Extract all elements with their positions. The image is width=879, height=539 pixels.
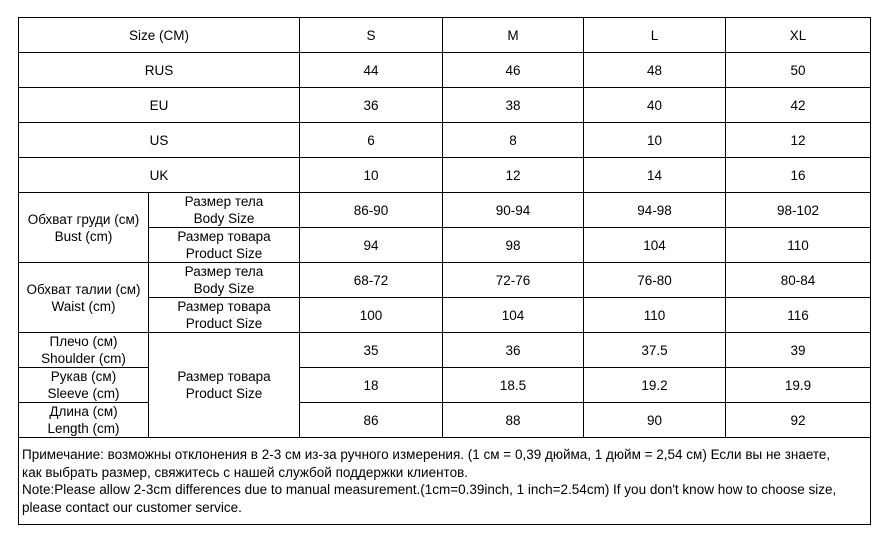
table-cell: 19.2 bbox=[584, 368, 726, 403]
table-row bbox=[19, 403, 871, 438]
row-label: RUS bbox=[19, 53, 300, 88]
sub-label-ru: Размер товара bbox=[177, 229, 271, 244]
sub-label-en: Body Size bbox=[193, 211, 255, 226]
measurement-note bbox=[19, 438, 871, 525]
sleeve-label-en: Sleeve (cm) bbox=[47, 386, 120, 401]
table-cell: 42 bbox=[726, 88, 871, 123]
shoulder-label-ru: Плечо (см) bbox=[49, 334, 118, 349]
table-cell: 94-98 bbox=[584, 193, 726, 228]
sub-label-en: Product Size bbox=[185, 386, 263, 401]
table-cell: 12 bbox=[443, 158, 584, 193]
sub-label-en: Body Size bbox=[193, 281, 255, 296]
size-header-l: L bbox=[584, 18, 726, 53]
table-cell: 40 bbox=[584, 88, 726, 123]
table-cell: 94 bbox=[300, 228, 443, 263]
size-header-xl: XL bbox=[726, 18, 871, 53]
table-row bbox=[19, 193, 871, 228]
table-cell: 36 bbox=[300, 88, 443, 123]
table-cell: 104 bbox=[584, 228, 726, 263]
shoulder-label-en: Shoulder (cm) bbox=[41, 351, 126, 366]
size-chart-table bbox=[18, 17, 871, 525]
table-cell: 16 bbox=[726, 158, 871, 193]
table-cell: 72-76 bbox=[443, 263, 584, 298]
waist-body-size-label bbox=[149, 263, 300, 298]
table-cell: 88 bbox=[443, 403, 584, 438]
waist-product-size-label bbox=[149, 298, 300, 333]
note-en-line-1: Note:Please allow 2-3cm differences due to manual measurement.(1cm=0.39inch, 1 inch=2.54cm) If you don't know how to choose size, bbox=[22, 482, 837, 497]
sub-label-ru: Размер тела bbox=[184, 264, 264, 279]
bust-label-en: Bust (cm) bbox=[54, 228, 113, 244]
table-cell: 50 bbox=[726, 53, 871, 88]
table-cell: 92 bbox=[726, 403, 871, 438]
table-cell: 110 bbox=[726, 228, 871, 263]
sub-label-ru: Размер товара bbox=[177, 299, 271, 314]
size-header-s: S bbox=[300, 18, 443, 53]
table-row bbox=[19, 158, 871, 193]
table-cell: 104 bbox=[443, 298, 584, 333]
note-row bbox=[19, 438, 871, 525]
table-cell: 86 bbox=[300, 403, 443, 438]
table-row bbox=[19, 53, 871, 88]
length-label bbox=[19, 403, 149, 438]
product-size-group-label bbox=[149, 333, 300, 438]
table-cell: 68-72 bbox=[300, 263, 443, 298]
table-cell: 90 bbox=[584, 403, 726, 438]
size-header-m: M bbox=[443, 18, 584, 53]
shoulder-label bbox=[19, 333, 149, 368]
table-cell: 44 bbox=[300, 53, 443, 88]
length-label-en: Length (cm) bbox=[47, 421, 120, 436]
table-cell: 46 bbox=[443, 53, 584, 88]
note-ru-line-1: Примечание: возможны отклонения в 2-3 см из-за ручного измерения. (1 см = 0,39 дюйма, 1 дюйм = 2,54 см) Если вы не знаете, bbox=[22, 447, 831, 462]
size-header-label: Size (CM) bbox=[19, 18, 300, 53]
table-cell: 80-84 bbox=[726, 263, 871, 298]
note-ru-line-2: как выбрать размер, свяжитесь с нашей службой поддержки клиентов. bbox=[22, 464, 469, 480]
sleeve-label bbox=[19, 368, 149, 403]
bust-body-size-label bbox=[149, 193, 300, 228]
table-cell: 48 bbox=[584, 53, 726, 88]
table-row bbox=[19, 263, 871, 298]
length-label-ru: Длина (см) bbox=[49, 404, 118, 419]
table-cell: 14 bbox=[584, 158, 726, 193]
table-cell: 76-80 bbox=[584, 263, 726, 298]
table-cell: 6 bbox=[300, 123, 443, 158]
table-cell: 8 bbox=[443, 123, 584, 158]
table-cell: 86-90 bbox=[300, 193, 443, 228]
sub-label-ru: Размер тела bbox=[184, 194, 264, 209]
note-en-line-2: please contact our customer service. bbox=[22, 499, 242, 515]
sub-label-ru: Размер товара bbox=[177, 369, 271, 384]
table-cell: 18.5 bbox=[443, 368, 584, 403]
table-cell: 38 bbox=[443, 88, 584, 123]
table-row bbox=[19, 88, 871, 123]
sub-label-en: Product Size bbox=[185, 316, 263, 331]
table-row bbox=[19, 368, 871, 403]
table-cell: 100 bbox=[300, 298, 443, 333]
table-cell: 90-94 bbox=[443, 193, 584, 228]
bust-product-size-label bbox=[149, 228, 300, 263]
table-row bbox=[19, 123, 871, 158]
table-cell: 35 bbox=[300, 333, 443, 368]
table-cell: 110 bbox=[584, 298, 726, 333]
row-label: UK bbox=[19, 158, 300, 193]
table-cell: 98 bbox=[443, 228, 584, 263]
row-label: EU bbox=[19, 88, 300, 123]
table-cell: 10 bbox=[300, 158, 443, 193]
table-cell: 116 bbox=[726, 298, 871, 333]
waist-label-en: Waist (cm) bbox=[51, 298, 116, 314]
table-row bbox=[19, 333, 871, 368]
waist-label-ru: Обхват талии (см) bbox=[26, 281, 141, 297]
sleeve-label-ru: Рукав (см) bbox=[50, 369, 117, 384]
bust-label bbox=[19, 193, 149, 263]
bust-label-ru: Обхват груди (см) bbox=[27, 211, 140, 227]
sub-label-en: Product Size bbox=[185, 246, 263, 261]
row-label: US bbox=[19, 123, 300, 158]
table-cell: 36 bbox=[443, 333, 584, 368]
table-cell: 10 bbox=[584, 123, 726, 158]
table-cell: 19.9 bbox=[726, 368, 871, 403]
table-cell: 18 bbox=[300, 368, 443, 403]
header-row bbox=[19, 18, 871, 53]
table-cell: 98-102 bbox=[726, 193, 871, 228]
table-cell: 12 bbox=[726, 123, 871, 158]
waist-label bbox=[19, 263, 149, 333]
table-cell: 39 bbox=[726, 333, 871, 368]
table-cell: 37.5 bbox=[584, 333, 726, 368]
